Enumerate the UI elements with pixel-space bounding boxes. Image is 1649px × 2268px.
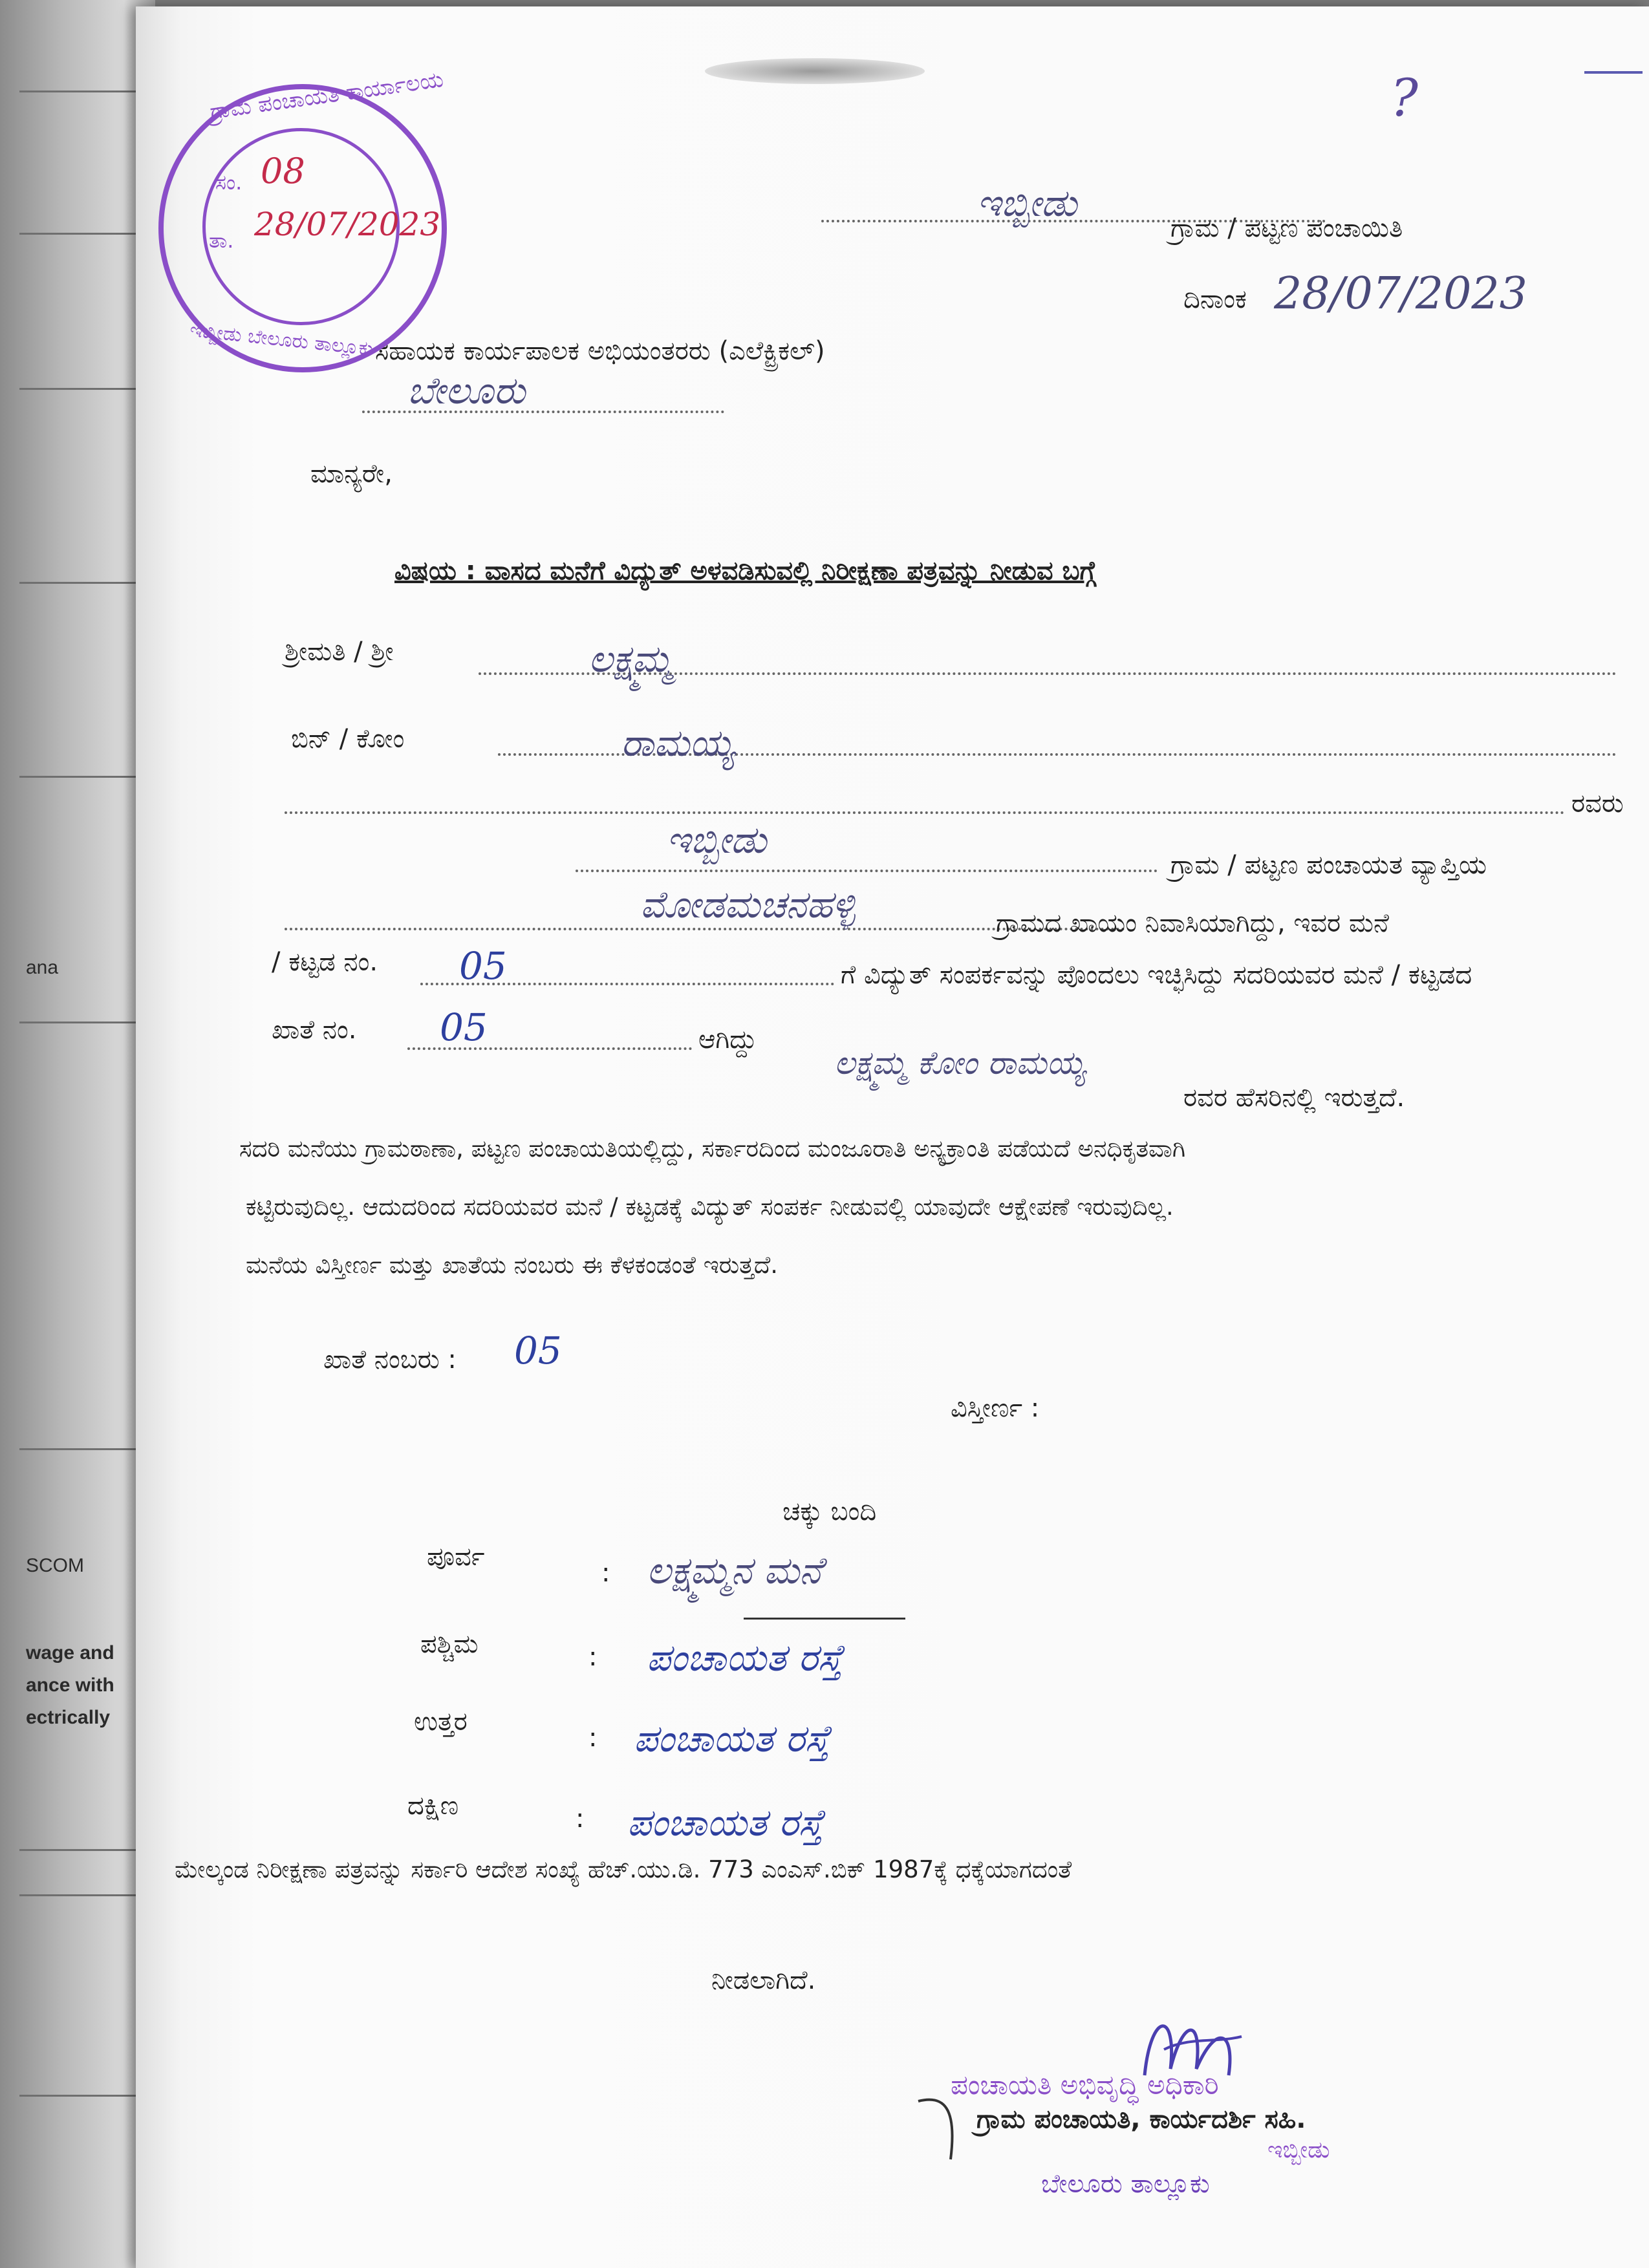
recipient-place: ಬೇಲೂರು — [407, 369, 526, 412]
owner-suffix: ರವರ ಹೆಸರಿನಲ್ಲಿ ಇರುತ್ತದೆ. — [1183, 1083, 1405, 1113]
khata-number-value: 05 — [514, 1329, 562, 1373]
resident-suffix: ಗ್ರಾಮದ ಖಾಯಂ ನಿವಾಸಿಯಾಗಿದ್ದು, ಇವರ ಮನೆ — [996, 908, 1389, 938]
boundaries-title: ಚಕ್ಕು ಬಂದಿ — [782, 1497, 877, 1526]
body-line: ಮನೆಯ ವಿಸ್ತೀರ್ಣ ಮತ್ತು ಖಾತೆಯ ನಂಬರು ಈ ಕೆಳಕಂಡಂತೆ ಇರುತ್ತದೆ. — [246, 1251, 779, 1279]
salutation: ಮಾನ್ಯರೇ, — [310, 459, 393, 489]
subject-line: ವಿಷಯ : ವಾಸದ ಮನೆಗೆ ವಿದ್ಯುತ್ ಅಳವಡಿಸುವಲ್ಲಿ ನಿರೀಕ್ಷಣಾ ಪತ್ರವನ್ನು ನೀಡುವ ಬಗ್ಗೆ — [394, 556, 1097, 586]
binder-rule — [19, 1849, 149, 1851]
village-name: ಇಬ್ಬೀಡು — [976, 181, 1077, 225]
binder-rule — [19, 233, 149, 235]
owner-name: ಲಕ್ಷ್ಮಮ್ಮ ಕೋಂ ರಾಮಯ್ಯ — [834, 1044, 1086, 1082]
stamp-number-value: 08 — [261, 151, 305, 191]
address-suffix: ರವರು — [1571, 789, 1624, 818]
signatory-title: ಗ್ರಾಮ ಪಂಚಾಯತಿ, ಕಾರ್ಯದರ್ಶಿ ಸಹಿ. — [976, 2104, 1306, 2134]
corner-mark: ? — [1390, 68, 1418, 128]
date-label: ದಿನಾಂಕ — [1183, 284, 1247, 314]
binder-rule — [19, 1894, 149, 1896]
building-number: 05 — [459, 944, 507, 988]
address-dotted-line — [285, 811, 1565, 814]
binder-strip — [0, 0, 155, 2268]
boundary-colon: : — [601, 1558, 610, 1588]
relation-label: ಬಿನ್ / ಕೋಂ — [291, 724, 405, 754]
name-label: ಶ್ರೀಮತಿ / ಶ್ರೀ — [285, 637, 394, 667]
relation-name: ರಾಮಯ್ಯ — [621, 721, 735, 765]
binder-text: SCOM — [26, 1555, 84, 1576]
closing-line: ನೀಡಲಾಗಿದೆ. — [711, 1965, 816, 1995]
building-label: / ಕಟ್ಟಡ ನಂ. — [272, 947, 378, 977]
seal-place: ಇಬ್ಬೀಡು — [1267, 2137, 1330, 2163]
boundary-value: ಪಂಚಾಯತ ರಸ್ತೆ — [627, 1801, 823, 1845]
binder-rule — [19, 582, 149, 584]
binder-text: ana — [26, 957, 59, 978]
office-stamp — [158, 66, 447, 372]
recipient-title: ಸಹಾಯಕ ಕಾರ್ಯಪಾಲಕ ಅಭಿಯಂತರರು (ಎಲೆಕ್ಟ್ರಿಕಲ್) — [375, 336, 825, 366]
body-line: ಕಟ್ಟಿರುವುದಿಲ್ಲ. ಆದುದರಿಂದ ಸದರಿಯವರ ಮನೆ / ಕಟ್ಟಡಕ್ಕೆ ವಿದ್ಯುತ್ ಸಂಪರ್ಕ ನೀಡುವಲ್ಲಿ ಯಾವುದೇ ಆಕ್ಷೇಪಣೆ ಇರುವುದಿಲ್ಲ. — [246, 1193, 1174, 1221]
building-suffix: ಗೆ ವಿದ್ಯುತ್ ಸಂಪರ್ಕವನ್ನು ಪೊಂದಲು ಇಚ್ಛಿಸಿದ್ದು ಸದರಿಯವರ ಮನೆ / ಕಟ್ಟಡದ — [841, 960, 1472, 990]
stamp-ring-text: ಗ್ರಾಮ ಪಂಚಾಯತಿ ಕಾರ್ಯಾಲಯ — [208, 66, 446, 125]
resident-village: ಮೋಡಮಚನಹಳ್ಳಿ — [640, 883, 856, 926]
boundary-value: ಪಂಚಾಯತ ರಸ್ತೆ — [647, 1636, 843, 1680]
boundary-direction: ಉತ್ತರ — [414, 1707, 468, 1737]
stamp-date-label: ತಾ. — [209, 228, 234, 253]
binder-text: wage and — [26, 1642, 114, 1664]
boundary-underline — [744, 1618, 905, 1620]
stamp-number-label: ಸಂ. — [215, 170, 242, 195]
corner-dash — [1584, 71, 1643, 74]
village-suffix: ಗ್ರಾಮ / ಪಟ್ಟಣ ಪಂಚಾಯಿತಿ — [1170, 213, 1403, 243]
boundary-colon: : — [588, 1642, 598, 1672]
date-value: 28/07/2023 — [1274, 268, 1527, 319]
binder-rule — [19, 388, 149, 390]
boundary-colon: : — [576, 1804, 585, 1834]
panchayat-dotted-line — [576, 870, 1158, 872]
binder-rule — [19, 1022, 149, 1023]
binder-text: ance with — [26, 1674, 114, 1696]
ink-smudge — [705, 58, 925, 84]
panchayat-name: ಇಬ್ಬೀಡು — [666, 818, 767, 862]
khata-number-label: ಖಾತೆ ನಂಬರು : — [323, 1345, 457, 1375]
area-label: ವಿಸ್ತೀರ್ಣ : — [951, 1393, 1040, 1423]
boundary-direction: ದಕ್ಷಿಣ — [407, 1791, 459, 1821]
boundary-direction: ಪೂರ್ವ — [427, 1542, 485, 1572]
applicant-name: ಲಕ್ಷ್ಮಮ್ಮ — [588, 637, 673, 681]
seal-designation: ಪಂಚಾಯತಿ ಅಭಿವೃದ್ಧಿ ಅಧಿಕಾರಿ — [951, 2069, 1219, 2101]
closing-line: ಮೇಲ್ಕಂಡ ನಿರೀಕ್ಷಣಾ ಪತ್ರವನ್ನು ಸರ್ಕಾರಿ ಆದೇಶ ಸಂಖ್ಯೆ ಹೆಚ್.ಯು.ಡಿ. 773 ಎಂಎಸ್.ಬಿಕ್ 1987ಕ್ಕೆ ಧಕ್ಕೆಯಾಗದಂತೆ — [175, 1856, 1072, 1883]
khata-number: 05 — [440, 1005, 488, 1049]
binder-rule — [19, 2095, 149, 2097]
boundary-direction: ಪಶ್ಚಿಮ — [420, 1629, 479, 1659]
khata-mid: ಆಗಿದ್ದು — [698, 1025, 757, 1054]
panchayat-suffix: ಗ್ರಾಮ / ಪಟ್ಟಣ ಪಂಚಾಯತ ವ್ಯಾಪ್ತಿಯ — [1170, 850, 1487, 880]
stamp-bottom-text: ಇಬ್ಬೀಡು ಬೇಲೂರು ತಾಲ್ಲೂಕು — [188, 319, 375, 361]
boundary-colon: : — [588, 1723, 598, 1753]
binder-rule — [19, 1448, 149, 1450]
binder-text: ectrically — [26, 1707, 111, 1728]
khata-label: ಖಾತೆ ನಂ. — [272, 1015, 357, 1045]
binder-rule — [19, 91, 149, 92]
boundary-value: ಲಕ್ಷ್ಮಮ್ಮನ ಮನೆ — [647, 1548, 822, 1592]
body-line: ಸದರಿ ಮನೆಯು ಗ್ರಾಮಠಾಣಾ, ಪಟ್ಟಣ ಪಂಚಾಯತಿಯಲ್ಲಿದ್ದು, ಸರ್ಕಾರದಿಂದ ಮಂಜೂರಾತಿ ಅನ್ಯಕ್ರಾಂತಿ ಪಡೆಯದೆ ಅನಧಿಕೃತವಾಗಿ — [239, 1135, 1186, 1162]
binder-rule — [19, 776, 149, 778]
stamp-date-value: 28/07/2023 — [254, 206, 441, 243]
boundary-value: ಪಂಚಾಯತ ರಸ್ತೆ — [634, 1717, 830, 1760]
seal-taluk: ಬೇಲೂರು ತಾಲ್ಲೂಕು — [1041, 2169, 1210, 2199]
